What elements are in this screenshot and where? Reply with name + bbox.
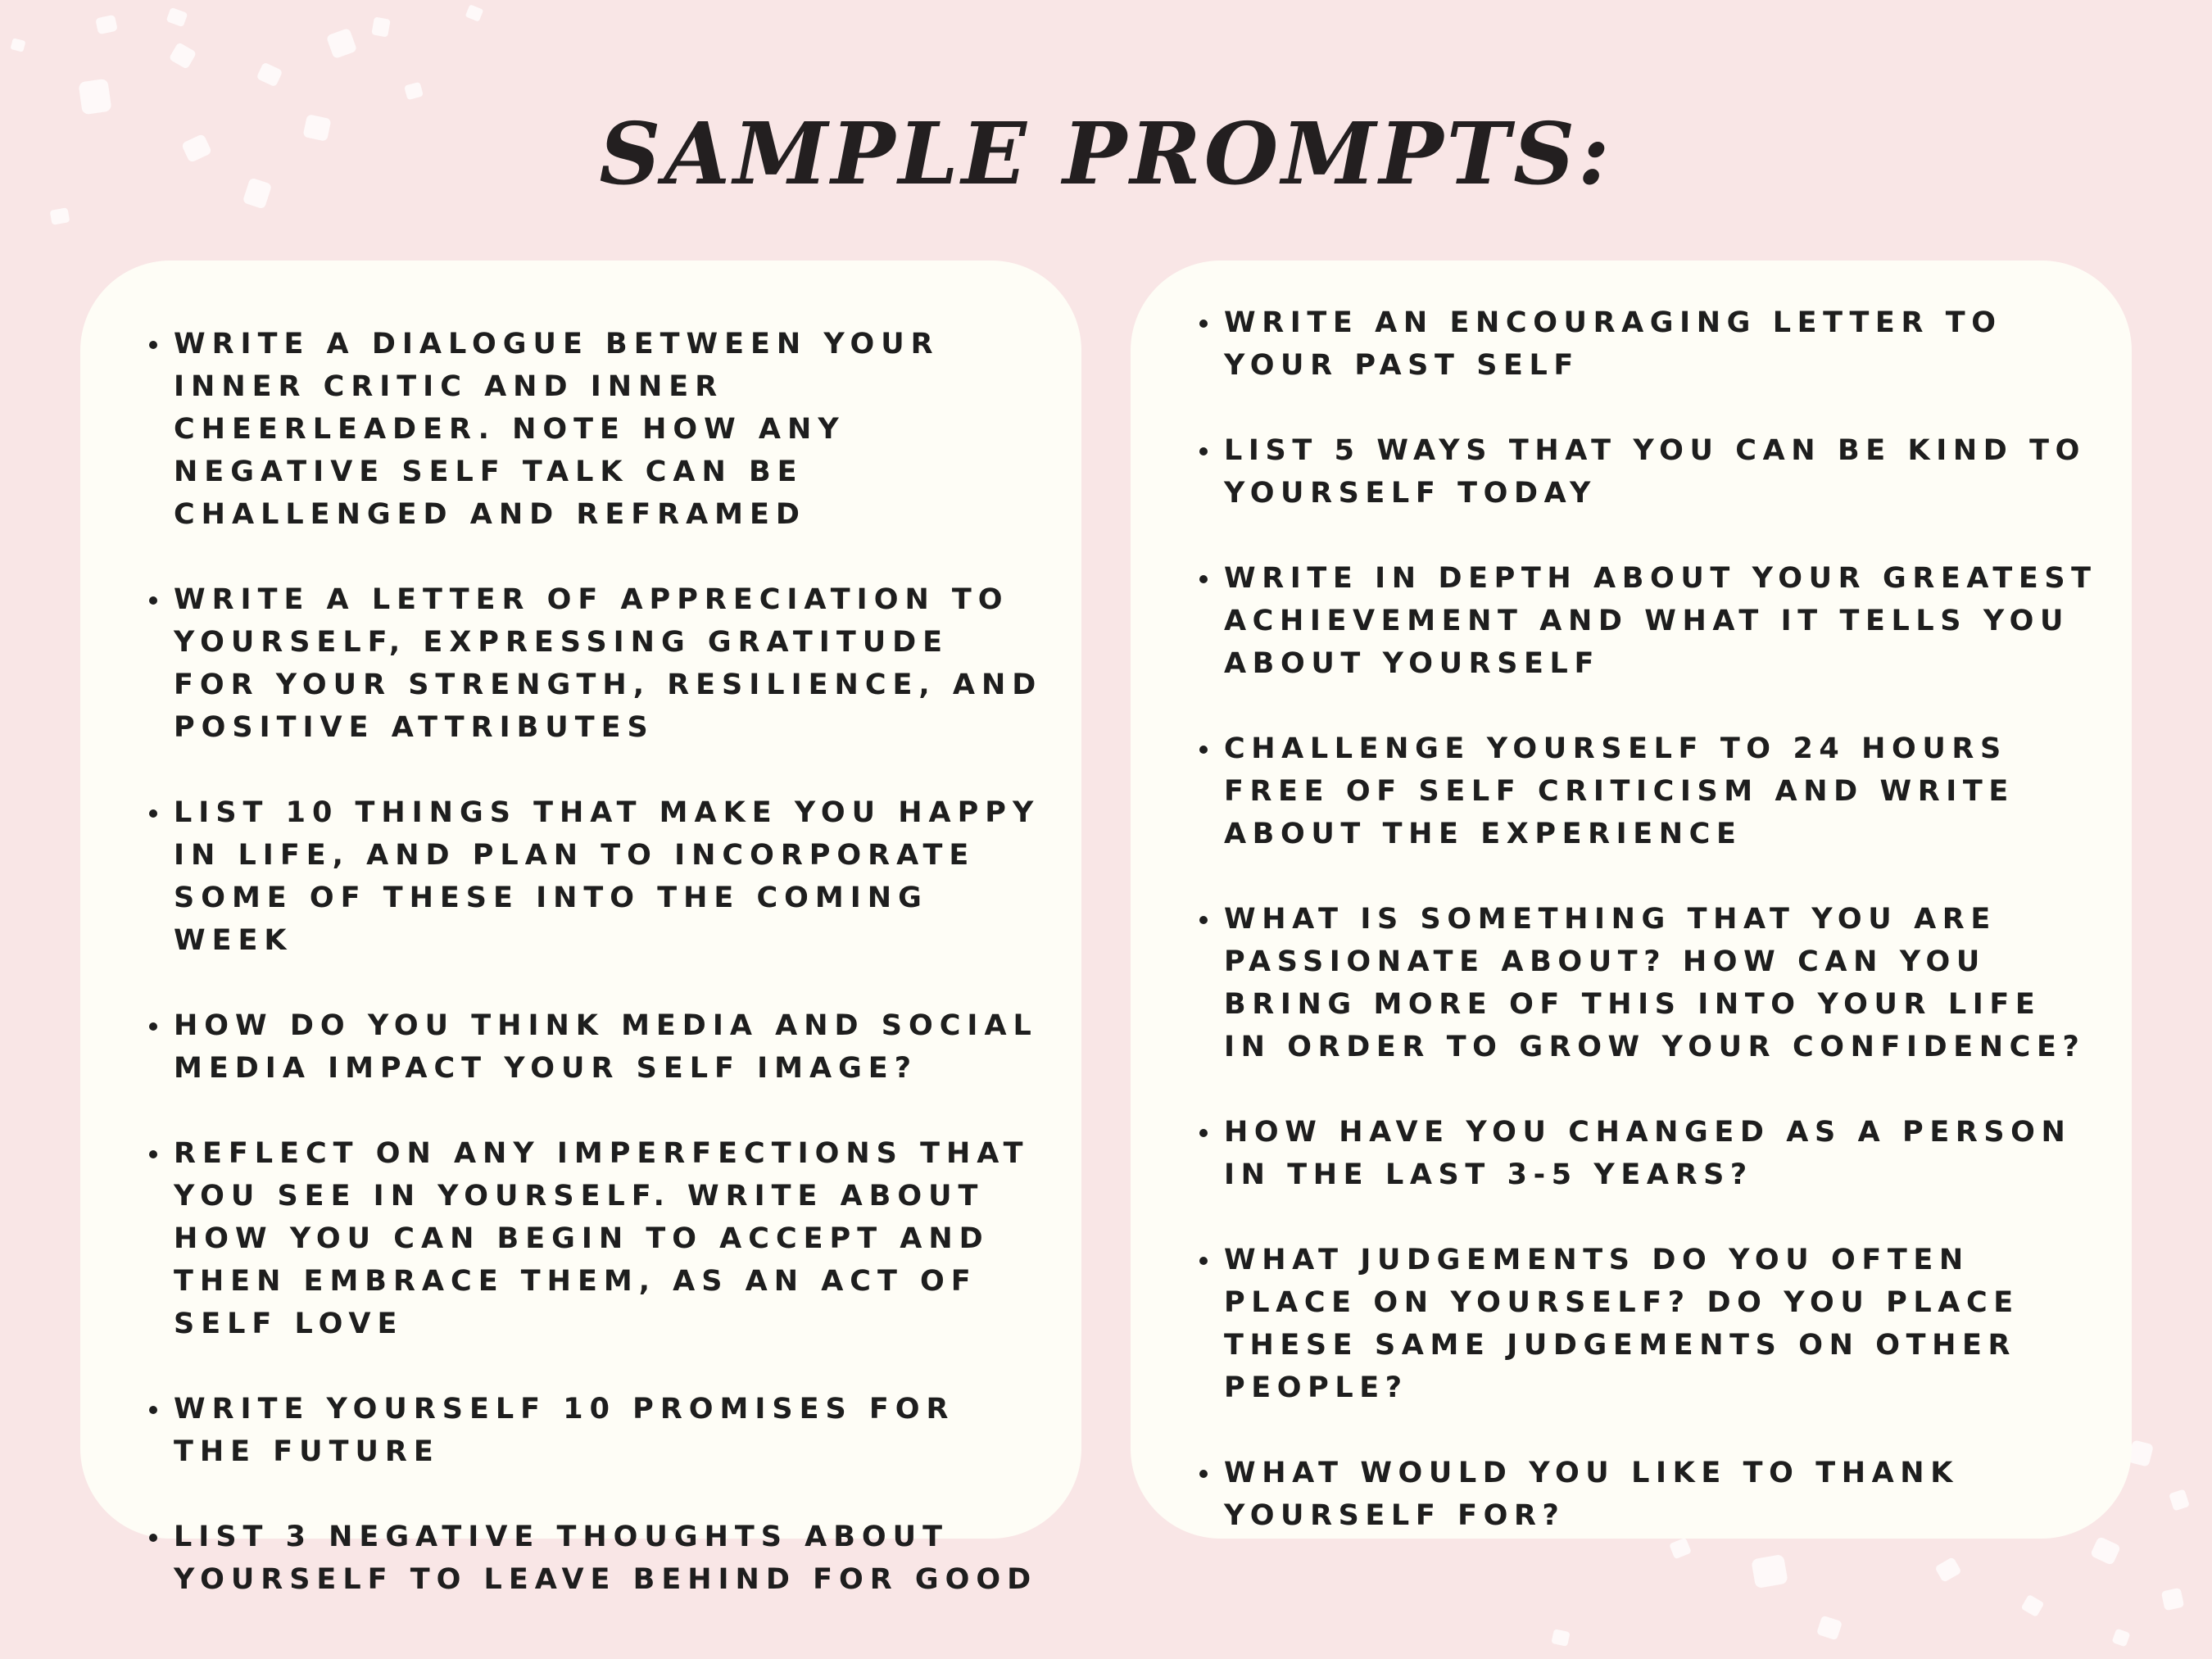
- bullet-icon: [149, 596, 157, 605]
- bullet-icon: [1199, 320, 1208, 328]
- bullet-icon: [149, 1150, 157, 1158]
- bullet-icon: [1199, 746, 1208, 754]
- list-item: [1196, 301, 2099, 387]
- prompt-text: LIST 5 WAYS THAT YOU CAN BE KIND TO YOURSELF TODAY: [1224, 434, 2087, 510]
- prompt-text: WRITE A LETTER OF APPRECIATION TO YOURSELF, EXPRESSING GRATITUDE FOR YOUR STRENGTH, RESILIENCE, AND POSITIVE ATTRIBUTES: [174, 583, 1043, 744]
- prompt-text: WRITE YOURSELF 10 PROMISES FOR THE FUTURE: [174, 1393, 955, 1468]
- bullet-icon: [1199, 1257, 1208, 1265]
- prompt-text: WHAT JUDGEMENTS DO YOU OFTEN PLACE ON YOURSELF? DO YOU PLACE THESE SAME JUDGEMENTS ON OTHER PEOPLE?: [1224, 1244, 2019, 1404]
- list-item: [146, 578, 1049, 749]
- prompt-card-left: [80, 261, 1081, 1596]
- prompt-text: HOW DO YOU THINK MEDIA AND SOCIAL MEDIA IMPACT YOUR SELF IMAGE?: [174, 1009, 1038, 1085]
- list-item: [1196, 898, 2099, 1068]
- prompt-text: WHAT IS SOMETHING THAT YOU ARE PASSIONATE ABOUT? HOW CAN YOU BRING MORE OF THIS INTO YOUR LIFE IN ORDER TO GROW YOUR CONFIDENCE?: [1224, 903, 2086, 1063]
- prompt-text: WRITE AN ENCOURAGING LETTER TO YOUR PAST SELF: [1224, 306, 2002, 382]
- prompt-text: LIST 10 THINGS THAT MAKE YOU HAPPY IN LIFE, AND PLAN TO INCORPORATE SOME OF THESE INTO THE COMING WEEK: [174, 796, 1040, 957]
- list-item: [1196, 557, 2099, 685]
- list-item: [1196, 1111, 2099, 1196]
- list-item: [1196, 429, 2099, 514]
- prompt-list-right: [1196, 301, 2099, 1537]
- list-item: [1196, 1452, 2099, 1537]
- list-item: [1196, 1239, 2099, 1409]
- list-item: [146, 323, 1049, 536]
- list-item: [146, 1132, 1049, 1345]
- prompt-text: WRITE A DIALOGUE BETWEEN YOUR INNER CRITIC AND INNER CHEERLEADER. NOTE HOW ANY NEGATIVE SELF TALK CAN BE CHALLENGED AND REFRAMED: [174, 328, 940, 531]
- list-item: [146, 1516, 1049, 1601]
- prompt-list-left: [146, 323, 1049, 1601]
- list-item: [146, 791, 1049, 962]
- prompt-text: WHAT WOULD YOU LIKE TO THANK YOURSELF FOR?: [1224, 1457, 1959, 1532]
- bullet-icon: [149, 1406, 157, 1414]
- prompt-text: CHALLENGE YOURSELF TO 24 HOURS FREE OF SELF CRITICISM AND WRITE ABOUT THE EXPERIENCE: [1224, 732, 2015, 850]
- list-item: [146, 1004, 1049, 1090]
- bullet-icon: [149, 809, 157, 818]
- page-title: SAMPLE PROMPTS:: [599, 103, 1613, 204]
- list-item: [146, 1388, 1049, 1473]
- prompt-card-right: [1131, 261, 2132, 1539]
- list-item: [1196, 728, 2099, 855]
- bullet-icon: [1199, 1470, 1208, 1478]
- prompt-text: HOW HAVE YOU CHANGED AS A PERSON IN THE LAST 3-5 YEARS?: [1224, 1116, 2072, 1191]
- prompt-text: REFLECT ON ANY IMPERFECTIONS THAT YOU SEE IN YOURSELF. WRITE ABOUT HOW YOU CAN BEGIN TO ACCEPT AND THEN EMBRACE THEM, AS AN ACT OF SELF LOVE: [174, 1137, 1030, 1340]
- prompt-text: WRITE IN DEPTH ABOUT YOUR GREATEST ACHIEVEMENT AND WHAT IT TELLS YOU ABOUT YOURSELF: [1224, 562, 2097, 680]
- bullet-icon: [1199, 447, 1208, 456]
- prompt-text: LIST 3 NEGATIVE THOUGHTS ABOUT YOURSELF TO LEAVE BEHIND FOR GOOD: [174, 1521, 1038, 1596]
- bullet-icon: [149, 1022, 157, 1031]
- bullet-icon: [1199, 916, 1208, 924]
- bullet-icon: [149, 341, 157, 349]
- bullet-icon: [1199, 575, 1208, 583]
- bullet-icon: [1199, 1129, 1208, 1137]
- bullet-icon: [149, 1534, 157, 1542]
